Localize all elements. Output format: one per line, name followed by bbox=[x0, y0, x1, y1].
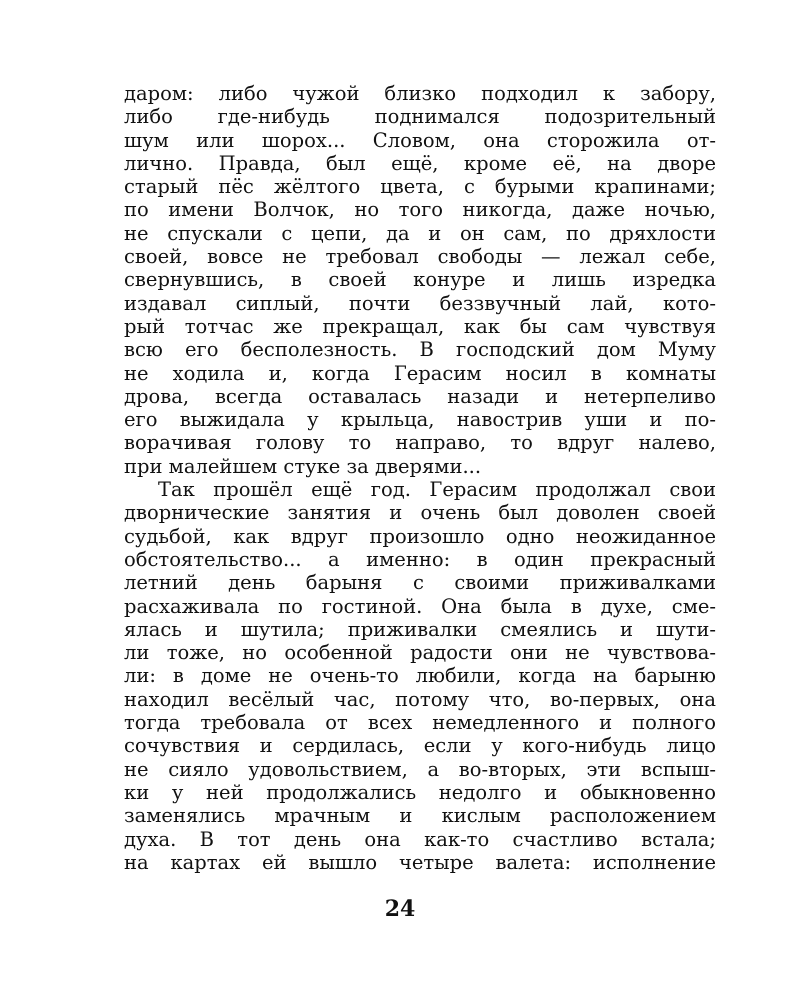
text-line: всю его бесполезность. В господский дом Муму bbox=[124, 338, 716, 362]
text-line: издавал сиплый, почти беззвучный лай, кото- bbox=[124, 291, 716, 315]
text-line: шум или шорох... Словом, она сторожила от- bbox=[124, 128, 716, 152]
text-line: тогда требовала от всех немедленного и полного bbox=[124, 711, 716, 735]
text-line: не спускали с цепи, да и он сам, по дряхлости bbox=[124, 221, 716, 245]
text-line: заменялись мрачным и кислым расположением bbox=[124, 804, 716, 828]
text-line: летний день барыня с своими приживалками bbox=[124, 571, 716, 595]
text-line: Так прошёл ещё год. Герасим продолжал свои bbox=[158, 478, 716, 502]
page-number: 24 bbox=[384, 896, 416, 922]
text-line: по имени Волчок, но того никогда, даже ночью, bbox=[124, 198, 716, 222]
text-line: на картах ей вышло четыре валета: исполнение bbox=[124, 850, 716, 874]
text-line: обстоятельство... а именно: в один прекрасный bbox=[124, 547, 716, 571]
text-line: ки у ней продолжались недолго и обыкновенно bbox=[124, 780, 716, 804]
text-line: дворнические занятия и очень был доволен своей bbox=[124, 501, 716, 525]
text-line: не сияло удовольствием, а во-вторых, эти вспыш- bbox=[124, 757, 716, 781]
text-line: расхаживала по гостиной. Она была в духе, сме- bbox=[124, 594, 716, 618]
text-line: ли: в доме не очень-то любили, когда на барыню bbox=[124, 664, 716, 688]
text-line: ялась и шутила; приживалки смеялись и шути- bbox=[124, 617, 716, 641]
body-text bbox=[124, 82, 716, 874]
text-line: не ходила и, когда Герасим носил в комнаты bbox=[124, 361, 716, 385]
text-line: находил весёлый час, потому что, во-первых, она bbox=[124, 687, 716, 711]
text-line: либо где-нибудь поднимался подозрительный bbox=[124, 105, 716, 129]
text-line: лично. Правда, был ещё, кроме её, на дворе bbox=[124, 151, 716, 175]
text-line: его выжидала у крыльца, навострив уши и по- bbox=[124, 408, 716, 432]
text-line: рый тотчас же прекращал, как бы сам чувствуя bbox=[124, 314, 716, 338]
text-line: духа. В тот день она как-то счастливо встала; bbox=[124, 827, 716, 851]
text-line: при малейшем стуке за дверями... bbox=[124, 454, 482, 478]
text-line: дрова, всегда оставалась назади и нетерпеливо bbox=[124, 384, 716, 408]
text-line: своей, вовсе не требовал свободы — лежал себе, bbox=[124, 245, 716, 269]
text-line: ли тоже, но особенной радости они не чувствова- bbox=[124, 641, 716, 665]
text-line: даром: либо чужой близко подходил к забору, bbox=[124, 82, 716, 105]
text-line: старый пёс жёлтого цвета, с бурыми крапинами; bbox=[124, 175, 716, 199]
text-line: ворачивая голову то направо, то вдруг налево, bbox=[124, 431, 716, 455]
text-line: сочувствия и сердилась, если у кого-нибудь лицо bbox=[124, 734, 716, 758]
text-line: судьбой, как вдруг произошло одно неожиданное bbox=[124, 524, 716, 548]
text-line: свернувшись, в своей конуре и лишь изредка bbox=[124, 268, 716, 292]
